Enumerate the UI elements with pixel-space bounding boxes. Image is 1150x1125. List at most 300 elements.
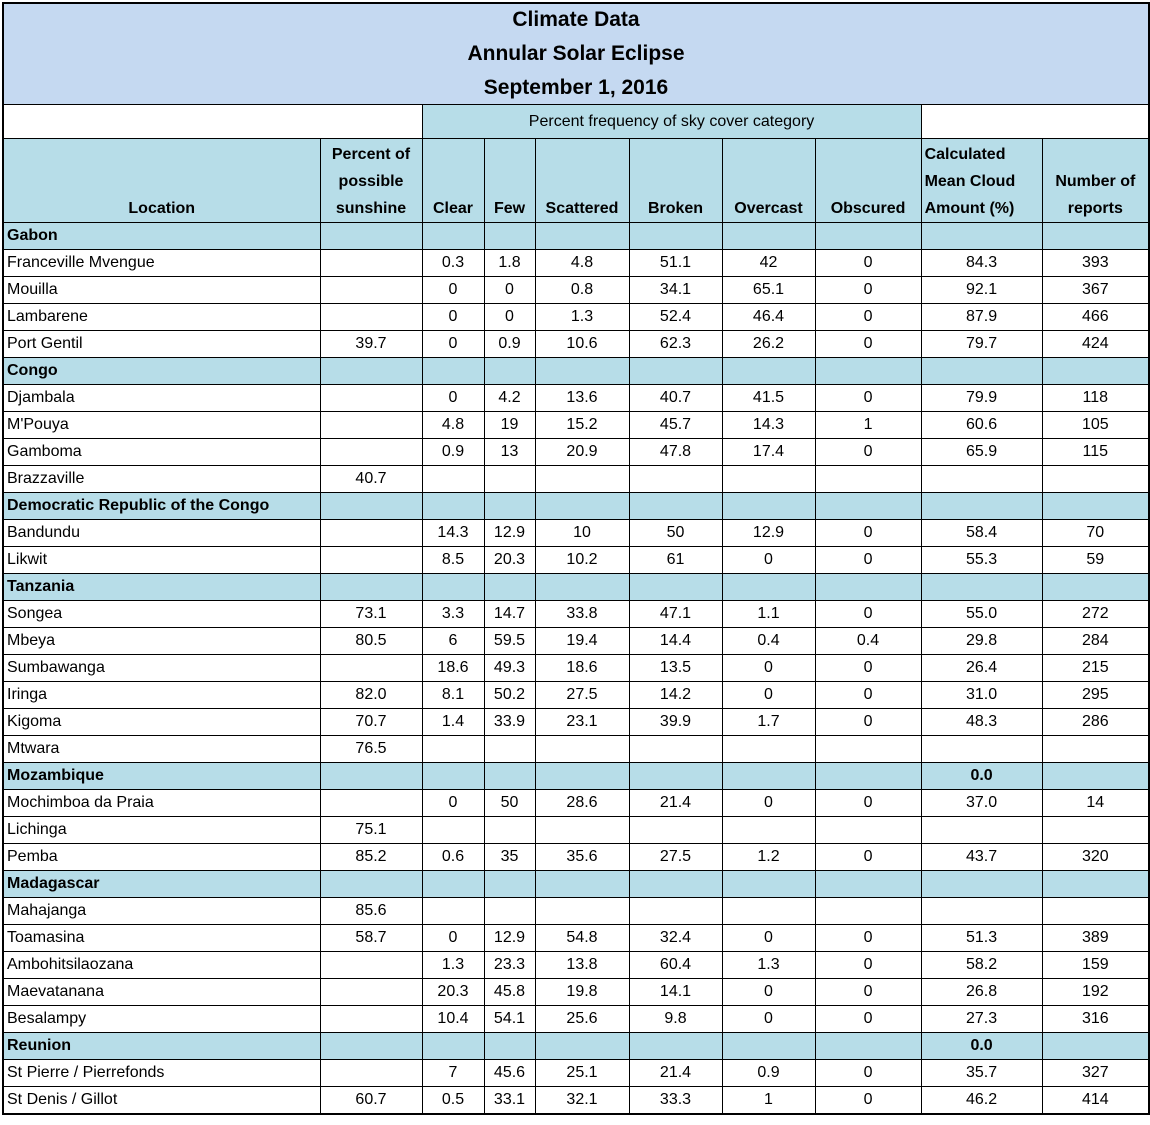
cell-mean-cloud: 84.3 [921,250,1042,277]
cell-clear: 0.5 [422,1087,484,1114]
group-cell [422,1033,484,1060]
table-row [4,250,1148,277]
super-header-row [4,105,1148,139]
cell-scattered: 10.6 [535,331,629,358]
cell-location: Maevatanana [4,979,320,1006]
group-cell [722,871,815,898]
group-cell [422,223,484,250]
cell-few: 35 [484,844,535,871]
group-row [4,574,1148,601]
cell-location: St Denis / Gillot [4,1087,320,1114]
cell-obscured: 0 [815,331,921,358]
cell-sunshine [320,655,422,682]
cell-sunshine: 39.7 [320,331,422,358]
cell-reports: 466 [1042,304,1148,331]
group-name: Tanzania [4,574,320,601]
cell-scattered: 25.6 [535,1006,629,1033]
cell-mean-cloud: 55.3 [921,547,1042,574]
cell-overcast: 1.7 [722,709,815,736]
cell-clear: 0.9 [422,439,484,466]
group-cell [535,223,629,250]
group-cell [815,358,921,385]
cell-location: St Pierre / Pierrefonds [4,1060,320,1087]
cell-scattered: 27.5 [535,682,629,709]
cell-scattered: 33.8 [535,601,629,628]
cell-mean-cloud: 29.8 [921,628,1042,655]
cell-overcast: 12.9 [722,520,815,547]
cell-scattered [535,898,629,925]
cell-location: Port Gentil [4,331,320,358]
cell-sunshine [320,520,422,547]
cell-broken: 32.4 [629,925,722,952]
cell-location: Djambala [4,385,320,412]
table-row [4,844,1148,871]
group-mean-cloud [921,493,1042,520]
group-row [4,1033,1148,1060]
cell-sunshine: 73.1 [320,601,422,628]
cell-broken: 9.8 [629,1006,722,1033]
cell-broken: 60.4 [629,952,722,979]
cell-broken: 34.1 [629,277,722,304]
cell-few: 4.2 [484,385,535,412]
cell-obscured: 0 [815,682,921,709]
cell-sunshine [320,412,422,439]
cell-clear [422,466,484,493]
cell-few: 45.6 [484,1060,535,1087]
header-clear: Clear [422,139,484,223]
cell-broken: 39.9 [629,709,722,736]
cell-location: Franceville Mvengue [4,250,320,277]
group-cell [722,493,815,520]
cell-location: Brazzaville [4,466,320,493]
cell-overcast: 0 [722,790,815,817]
table-row [4,385,1148,412]
cell-few: 1.8 [484,250,535,277]
cell-mean-cloud: 31.0 [921,682,1042,709]
group-row [4,871,1148,898]
cell-scattered [535,817,629,844]
cell-reports: 393 [1042,250,1148,277]
cell-scattered: 19.8 [535,979,629,1006]
cell-clear: 0 [422,331,484,358]
group-cell [422,358,484,385]
group-cell [484,871,535,898]
cell-few: 0.9 [484,331,535,358]
cell-overcast: 0 [722,655,815,682]
table-row [4,898,1148,925]
cell-reports: 59 [1042,547,1148,574]
cell-broken: 52.4 [629,304,722,331]
header-mean-cloud: Calculated Mean Cloud Amount (%) [921,139,1042,223]
cell-obscured: 0 [815,790,921,817]
group-cell [484,763,535,790]
cell-reports: 414 [1042,1087,1148,1114]
cell-sunshine: 70.7 [320,709,422,736]
cell-mean-cloud: 79.7 [921,331,1042,358]
table-row [4,628,1148,655]
cell-reports [1042,466,1148,493]
cell-sunshine [320,385,422,412]
group-cell [484,358,535,385]
cell-few: 12.9 [484,925,535,952]
cell-scattered: 19.4 [535,628,629,655]
table-row [4,1087,1148,1114]
table-row [4,547,1148,574]
group-row [4,763,1148,790]
cell-few: 13 [484,439,535,466]
cell-mean-cloud: 87.9 [921,304,1042,331]
header-reports: Number of reports [1042,139,1148,223]
cell-few [484,898,535,925]
cell-few: 23.3 [484,952,535,979]
cell-mean-cloud: 51.3 [921,925,1042,952]
group-cell [1042,574,1148,601]
cell-location: Mtwara [4,736,320,763]
title-block [4,4,1148,105]
cell-scattered: 4.8 [535,250,629,277]
cell-sunshine [320,1006,422,1033]
cell-obscured [815,466,921,493]
cell-few: 0 [484,277,535,304]
cell-location: Bandundu [4,520,320,547]
cell-obscured: 0.4 [815,628,921,655]
cell-clear: 0 [422,304,484,331]
cell-mean-cloud: 43.7 [921,844,1042,871]
table-row [4,709,1148,736]
cell-mean-cloud: 55.0 [921,601,1042,628]
group-cell [484,223,535,250]
group-cell [815,574,921,601]
cell-mean-cloud: 58.4 [921,520,1042,547]
group-cell [320,574,422,601]
cell-clear: 14.3 [422,520,484,547]
climate-data-sheet [2,2,1150,1115]
cell-mean-cloud: 26.8 [921,979,1042,1006]
column-header-row [4,139,1148,223]
cell-broken: 45.7 [629,412,722,439]
cell-reports: 105 [1042,412,1148,439]
cell-broken: 14.2 [629,682,722,709]
cell-few: 50 [484,790,535,817]
cell-broken: 47.8 [629,439,722,466]
cell-broken [629,898,722,925]
cell-broken: 50 [629,520,722,547]
table-row [4,1006,1148,1033]
cell-overcast: 17.4 [722,439,815,466]
group-cell [722,1033,815,1060]
cell-location: Pemba [4,844,320,871]
cell-overcast: 65.1 [722,277,815,304]
cell-scattered: 28.6 [535,790,629,817]
cell-obscured: 0 [815,547,921,574]
cell-overcast: 0 [722,979,815,1006]
cell-obscured: 0 [815,277,921,304]
cell-scattered: 10 [535,520,629,547]
cell-broken: 47.1 [629,601,722,628]
cell-clear: 1.4 [422,709,484,736]
header-scattered: Scattered [535,139,629,223]
cell-few: 59.5 [484,628,535,655]
group-row [4,358,1148,385]
cell-mean-cloud: 35.7 [921,1060,1042,1087]
cell-scattered: 35.6 [535,844,629,871]
table-row [4,331,1148,358]
cell-mean-cloud [921,466,1042,493]
group-cell [722,574,815,601]
cell-scattered: 13.8 [535,952,629,979]
group-cell [815,493,921,520]
cell-location: Likwit [4,547,320,574]
cell-sunshine: 40.7 [320,466,422,493]
table-row [4,412,1148,439]
cell-location: Mahajanga [4,898,320,925]
cell-clear: 10.4 [422,1006,484,1033]
group-cell [629,223,722,250]
cell-reports: 215 [1042,655,1148,682]
group-row [4,223,1148,250]
group-cell [1042,763,1148,790]
cell-few: 20.3 [484,547,535,574]
cell-few: 54.1 [484,1006,535,1033]
cell-scattered: 15.2 [535,412,629,439]
title-line-3: September 1, 2016 [483,76,669,99]
group-cell [629,493,722,520]
cell-mean-cloud: 37.0 [921,790,1042,817]
group-cell [722,358,815,385]
cell-scattered: 54.8 [535,925,629,952]
cell-scattered: 20.9 [535,439,629,466]
cell-clear: 20.3 [422,979,484,1006]
group-cell [320,763,422,790]
cell-scattered: 13.6 [535,385,629,412]
header-location: Location [4,139,320,223]
cell-location: Kigoma [4,709,320,736]
title-line-2: Annular Solar Eclipse [467,42,685,65]
cell-clear: 8.5 [422,547,484,574]
cell-overcast: 0.9 [722,1060,815,1087]
header-obscured: Obscured [815,139,921,223]
group-cell [815,871,921,898]
cell-overcast [722,898,815,925]
table-row [4,1060,1148,1087]
cell-broken: 13.5 [629,655,722,682]
table-row [4,736,1148,763]
group-cell [1042,493,1148,520]
cell-clear: 0 [422,790,484,817]
cell-location: Gamboma [4,439,320,466]
cell-obscured: 0 [815,304,921,331]
cell-mean-cloud: 27.3 [921,1006,1042,1033]
group-cell [535,763,629,790]
cell-broken: 21.4 [629,790,722,817]
group-cell [320,223,422,250]
cell-few: 33.1 [484,1087,535,1114]
cell-location: Sumbawanga [4,655,320,682]
cell-location: Lambarene [4,304,320,331]
table-row [4,790,1148,817]
cell-overcast: 0 [722,1006,815,1033]
cell-overcast: 1.3 [722,952,815,979]
cell-broken [629,817,722,844]
cell-obscured: 1 [815,412,921,439]
cell-broken [629,466,722,493]
cell-scattered: 25.1 [535,1060,629,1087]
cell-sunshine [320,952,422,979]
table-row [4,277,1148,304]
cell-scattered: 1.3 [535,304,629,331]
group-cell [484,1033,535,1060]
cell-reports: 286 [1042,709,1148,736]
cell-overcast: 0 [722,547,815,574]
group-cell [422,493,484,520]
cell-sunshine: 80.5 [320,628,422,655]
group-mean-cloud: 0.0 [921,1033,1042,1060]
cell-mean-cloud: 46.2 [921,1087,1042,1114]
cell-scattered: 10.2 [535,547,629,574]
group-name: Congo [4,358,320,385]
sky-cover-super-header: Percent frequency of sky cover category [422,105,921,139]
group-cell [629,763,722,790]
group-cell [1042,871,1148,898]
cell-location: Iringa [4,682,320,709]
cell-sunshine [320,790,422,817]
cell-reports: 320 [1042,844,1148,871]
group-cell [815,1033,921,1060]
cell-obscured [815,898,921,925]
cell-reports: 14 [1042,790,1148,817]
cell-sunshine: 85.6 [320,898,422,925]
cell-scattered: 0.8 [535,277,629,304]
cell-reports [1042,736,1148,763]
group-cell [422,574,484,601]
cell-overcast: 41.5 [722,385,815,412]
cell-overcast: 1 [722,1087,815,1114]
group-name: Mozambique [4,763,320,790]
cell-few: 14.7 [484,601,535,628]
cell-sunshine [320,250,422,277]
table-row [4,952,1148,979]
cell-overcast: 46.4 [722,304,815,331]
cell-reports: 327 [1042,1060,1148,1087]
cell-reports: 70 [1042,520,1148,547]
cell-obscured: 0 [815,250,921,277]
group-cell [629,871,722,898]
cell-obscured: 0 [815,601,921,628]
cell-location: Lichinga [4,817,320,844]
cell-clear: 4.8 [422,412,484,439]
cell-clear: 0.3 [422,250,484,277]
cell-obscured: 0 [815,385,921,412]
cell-location: Toamasina [4,925,320,952]
header-few: Few [484,139,535,223]
cell-broken: 14.4 [629,628,722,655]
table-row [4,682,1148,709]
table-row [4,304,1148,331]
cell-sunshine: 58.7 [320,925,422,952]
cell-broken: 40.7 [629,385,722,412]
group-cell [422,763,484,790]
cell-clear: 0 [422,277,484,304]
group-name: Democratic Republic of the Congo [4,493,320,520]
cell-few: 33.9 [484,709,535,736]
group-row [4,493,1148,520]
cell-broken: 33.3 [629,1087,722,1114]
group-mean-cloud [921,871,1042,898]
cell-scattered: 18.6 [535,655,629,682]
cell-mean-cloud [921,898,1042,925]
cell-obscured: 0 [815,709,921,736]
group-mean-cloud [921,223,1042,250]
table-row [4,466,1148,493]
cell-clear: 0.6 [422,844,484,871]
cell-mean-cloud [921,736,1042,763]
cell-sunshine [320,439,422,466]
group-mean-cloud [921,574,1042,601]
cell-overcast: 0.4 [722,628,815,655]
cell-scattered [535,736,629,763]
cell-sunshine: 76.5 [320,736,422,763]
group-cell [1042,358,1148,385]
cell-few: 19 [484,412,535,439]
group-cell [320,358,422,385]
table-row [4,817,1148,844]
cell-few [484,817,535,844]
cell-scattered: 23.1 [535,709,629,736]
cell-broken [629,736,722,763]
cell-location: Mochimboa da Praia [4,790,320,817]
cell-reports [1042,898,1148,925]
group-cell [422,871,484,898]
cell-overcast: 14.3 [722,412,815,439]
cell-clear: 8.1 [422,682,484,709]
cell-mean-cloud: 79.9 [921,385,1042,412]
cell-few [484,736,535,763]
group-cell [535,574,629,601]
super-header-blank-right [921,105,1148,139]
cell-broken: 21.4 [629,1060,722,1087]
cell-overcast: 0 [722,682,815,709]
group-cell [629,574,722,601]
cell-overcast: 0 [722,925,815,952]
title-line-1: Climate Data [512,8,640,31]
table-row [4,520,1148,547]
cell-overcast: 26.2 [722,331,815,358]
cell-mean-cloud [921,817,1042,844]
group-cell [1042,1033,1148,1060]
cell-scattered: 32.1 [535,1087,629,1114]
cell-reports: 272 [1042,601,1148,628]
cell-overcast [722,466,815,493]
cell-reports: 367 [1042,277,1148,304]
cell-sunshine: 60.7 [320,1087,422,1114]
cell-sunshine [320,547,422,574]
cell-location: M'Pouya [4,412,320,439]
group-mean-cloud [921,358,1042,385]
cell-few [484,466,535,493]
cell-clear: 7 [422,1060,484,1087]
cell-reports: 159 [1042,952,1148,979]
cell-location: Mbeya [4,628,320,655]
cell-broken: 27.5 [629,844,722,871]
cell-few: 45.8 [484,979,535,1006]
cell-clear [422,736,484,763]
cell-few: 50.2 [484,682,535,709]
group-cell [320,871,422,898]
table-row [4,925,1148,952]
cell-reports [1042,817,1148,844]
group-cell [722,763,815,790]
cell-sunshine: 82.0 [320,682,422,709]
